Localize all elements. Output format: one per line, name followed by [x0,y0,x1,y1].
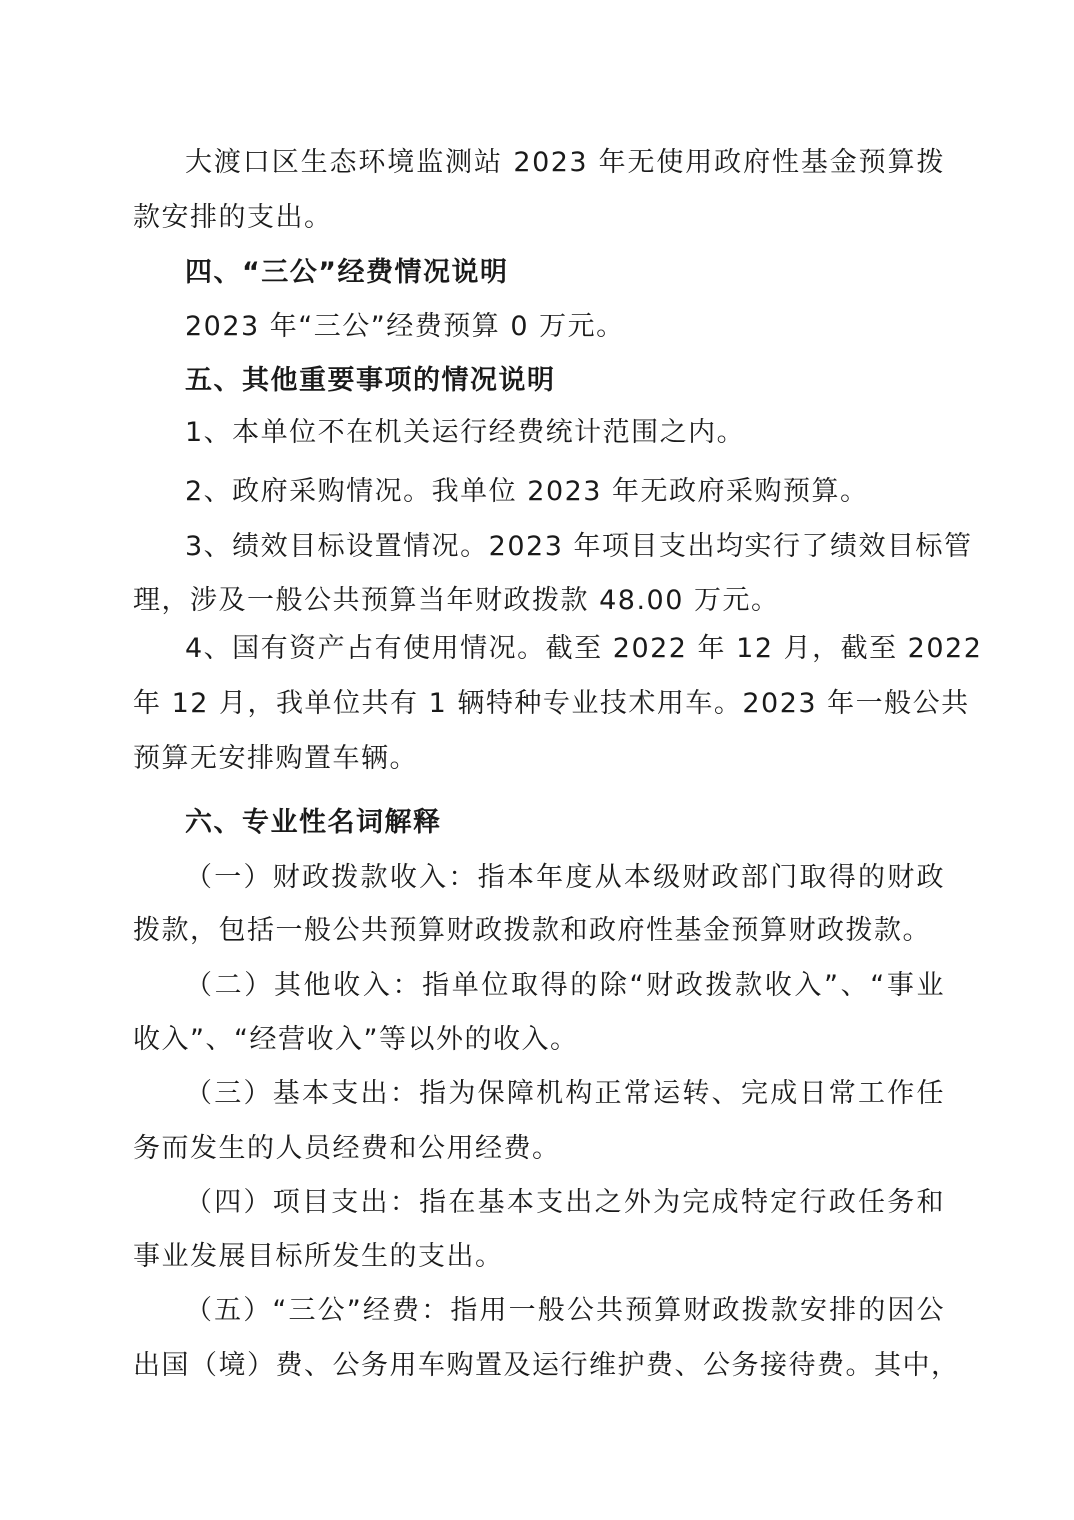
paragraph-item-4-line-2: 年 12 月，我单位共有 1 辆特种专业技术用车。2023 年一般公共 [133,688,970,719]
paragraph-three-public-budget: 2023 年“三公”经费预算 0 万元。 [185,311,625,342]
paragraph-term-3-line-1: （三）基本支出：指为保障机构正常运转、完成日常工作任 [185,1078,945,1109]
paragraph-item-3-line-1: 3、绩效目标设置情况。2023 年项目支出均实行了绩效目标管 [185,531,973,562]
paragraph-item-4-line-1: 4、国有资产占有使用情况。截至 2022 年 12 月，截至 2022 [185,633,983,664]
section-heading-other-matters: 五、其他重要事项的情况说明 [185,365,556,396]
paragraph-term-2-line-1: （二）其他收入：指单位取得的除“财政拨款收入”、“事业 [185,970,945,1001]
paragraph-term-2-line-2: 收入”、“经营收入”等以外的收入。 [133,1024,579,1055]
paragraph-term-5-line-2: 出国（境）费、公务用车购置及运行维护费、公务接待费。其中， [133,1350,960,1381]
paragraph-fund-budget-line-2: 款安排的支出。 [133,202,333,233]
paragraph-item-4-line-3: 预算无安排购置车辆。 [133,743,418,774]
paragraph-fund-budget-line-1: 大渡口区生态环境监测站 2023 年无使用政府性基金预算拨 [185,147,945,178]
paragraph-item-2: 2、政府采购情况。我单位 2023 年无政府采购预算。 [185,476,869,507]
section-heading-terms: 六、专业性名词解释 [185,807,442,838]
paragraph-term-3-line-2: 务而发生的人员经费和公用经费。 [133,1133,561,1164]
paragraph-item-1: 1、本单位不在机关运行经费统计范围之内。 [185,417,746,448]
paragraph-term-1-line-1: （一）财政拨款收入：指本年度从本级财政部门取得的财政 [185,862,945,893]
paragraph-term-4-line-2: 事业发展目标所发生的支出。 [133,1241,504,1272]
paragraph-item-3-line-2: 理，涉及一般公共预算当年财政拨款 48.00 万元。 [133,585,780,616]
paragraph-term-1-line-2: 拨款，包括一般公共预算财政拨款和政府性基金预算财政拨款。 [133,915,931,946]
section-heading-three-public: 四、“三公”经费情况说明 [185,257,509,288]
paragraph-term-5-line-1: （五）“三公”经费：指用一般公共预算财政拨款安排的因公 [185,1295,945,1326]
paragraph-term-4-line-1: （四）项目支出：指在基本支出之外为完成特定行政任务和 [185,1187,945,1218]
